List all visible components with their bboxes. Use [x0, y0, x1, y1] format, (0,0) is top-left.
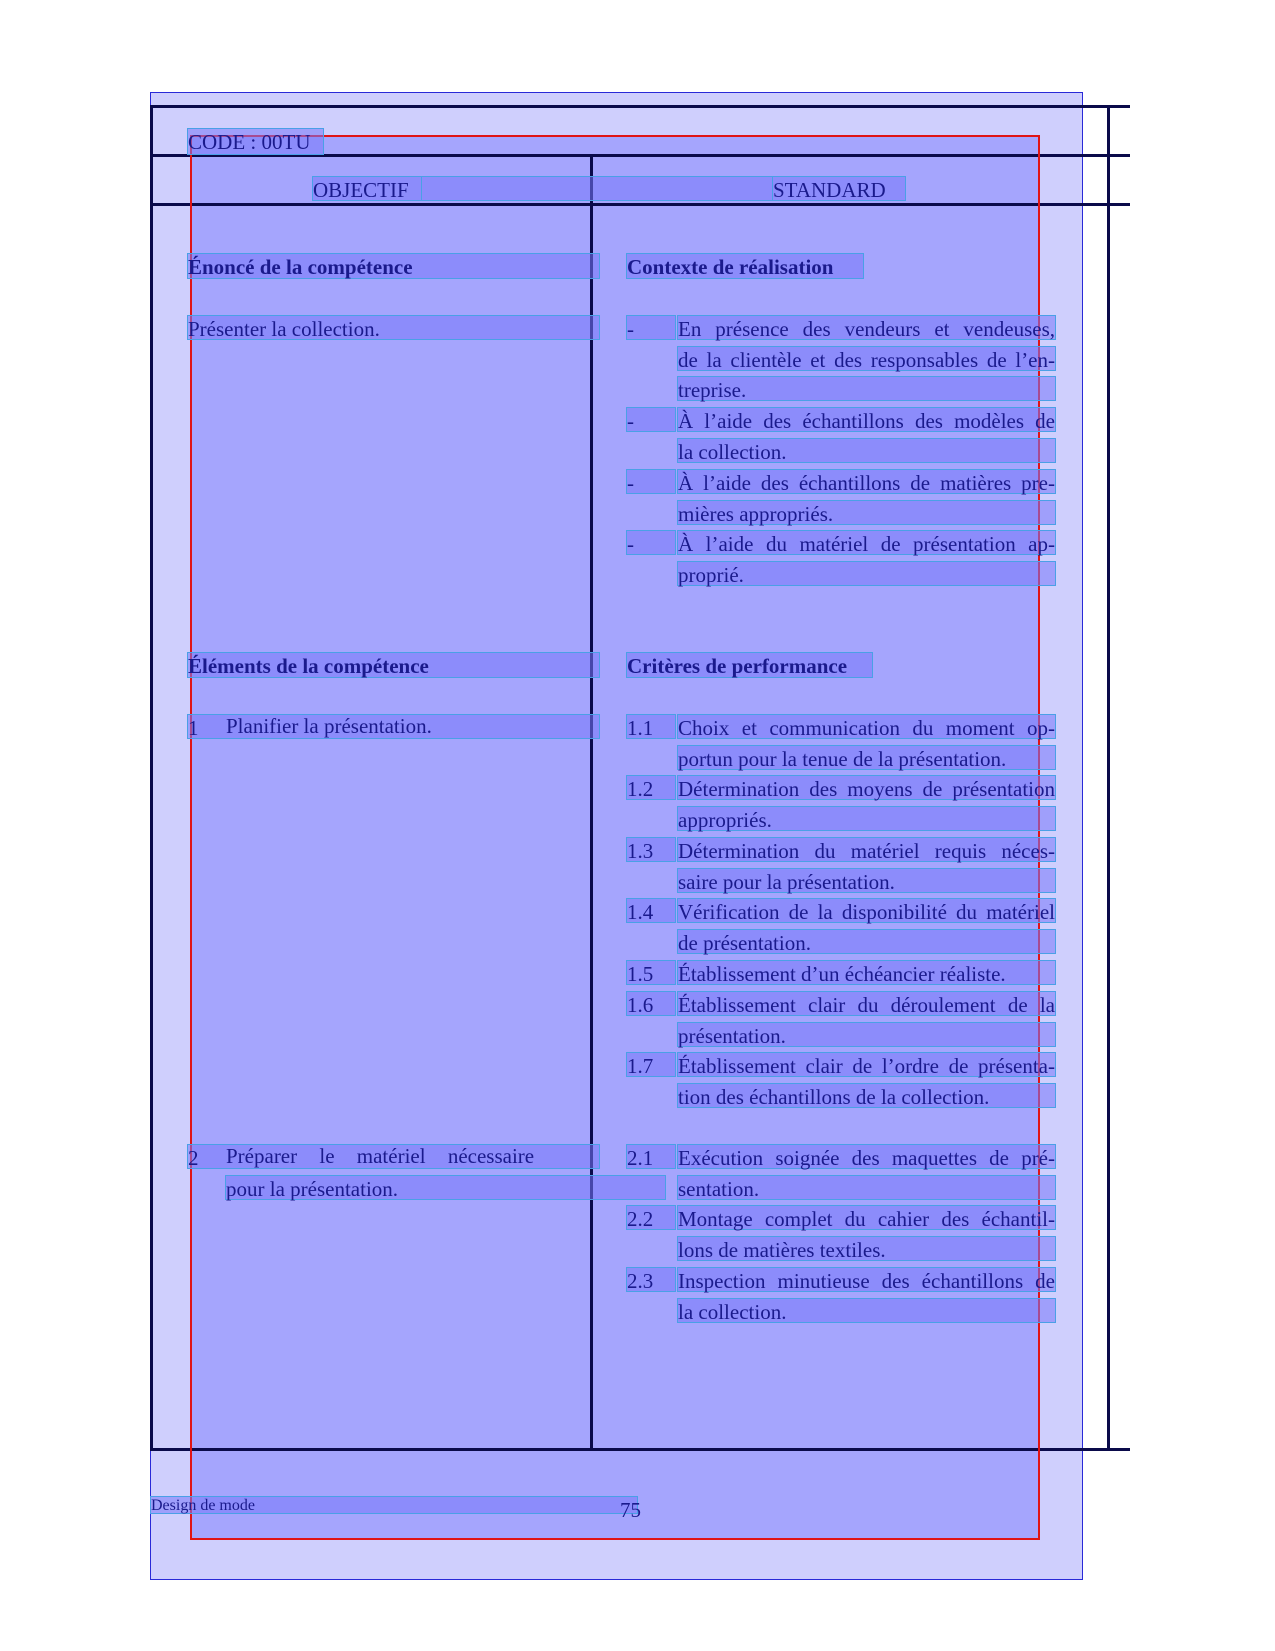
contexte-item-line: À l’aide des échantillons de matières pre-	[678, 471, 1055, 495]
criteres-title: Critères de performance	[626, 652, 873, 678]
footer-left: Design de mode 75	[151, 1497, 641, 1522]
critere-item-marker: 1.1	[626, 714, 676, 739]
critere-item-marker: 1.4	[626, 898, 676, 923]
critere-item-marker: 1.7	[626, 1052, 676, 1077]
element-item: 1 Planifier la présentation.	[187, 714, 600, 739]
critere-item-marker: 1.3	[626, 837, 676, 862]
critere-item-line: Détermination du matériel requis néces-	[678, 839, 1055, 863]
critere-item-line: la collection.	[677, 1298, 1056, 1323]
contexte-item-line: À l’aide des échantillons des modèles de	[678, 409, 1055, 433]
critere-item-line: Montage complet du cahier des échantil-	[678, 1207, 1055, 1231]
enonce-text: Présenter la collection.	[187, 315, 600, 340]
contexte-item-line: À l’aide du matériel de présentation ap-	[678, 532, 1055, 556]
contexte-item-line: proprié.	[677, 561, 1056, 586]
table-top-rule	[150, 105, 1130, 108]
critere-item-line: Vérification de la disponibilité du matériel	[678, 900, 1055, 924]
contexte-item-line: la collection.	[677, 438, 1056, 463]
contexte-title: Contexte de réalisation	[626, 253, 864, 279]
critere-item-line: lons de matières textiles.	[677, 1236, 1056, 1261]
element-item-continuation: pour la présentation.	[225, 1175, 666, 1200]
page-number: 75	[620, 1498, 641, 1522]
critere-item-marker: 1.5	[626, 960, 676, 985]
critere-item-line: présentation.	[677, 1022, 1056, 1047]
critere-item-line: Choix et communication du moment op-	[678, 716, 1055, 740]
table-left-border	[150, 105, 153, 1451]
critere-item-line: sentation.	[677, 1175, 1056, 1200]
element-item: 2 Préparer le matériel nécessaire	[187, 1144, 600, 1169]
contexte-item-line: de la clientèle et des responsables de l’en-	[678, 347, 1055, 372]
critere-item-marker: 2.3	[626, 1267, 676, 1292]
contexte-item-marker: -	[626, 469, 676, 494]
contexte-item-line: mières appropriés.	[677, 500, 1056, 525]
critere-item-line: Établissement clair de l’ordre de présenta-	[678, 1054, 1055, 1078]
critere-item-line: portun pour la tenue de la présentation.	[677, 745, 1056, 770]
critere-item-line: Exécution soignée des maquettes de pré-	[678, 1146, 1055, 1170]
header-band	[422, 176, 772, 201]
critere-item-marker: 2.2	[626, 1205, 676, 1230]
contexte-item-marker: -	[626, 315, 676, 340]
critere-item-line: Détermination des moyens de présentation	[678, 777, 1055, 801]
table-right-border	[1107, 105, 1110, 1451]
column-header-standard: STANDARD	[772, 176, 906, 201]
contexte-item-line: treprise.	[677, 376, 1056, 401]
elements-title: Éléments de la compétence	[187, 652, 600, 678]
code-label: CODE : 00TU	[187, 128, 324, 155]
critere-item-line: tion des échantillons de la collection.	[677, 1083, 1056, 1108]
critere-item-marker: 1.6	[626, 991, 676, 1016]
enonce-title: Énoncé de la compétence	[187, 253, 600, 279]
critere-item-line: Établissement d’un échéancier réaliste.	[677, 960, 1056, 985]
contexte-item-marker: -	[626, 407, 676, 432]
critere-item-line: saire pour la présentation.	[677, 868, 1056, 893]
critere-item-line: Inspection minutieuse des échantillons de	[678, 1269, 1055, 1293]
contexte-item-marker: -	[626, 530, 676, 555]
critere-item-line: Établissement clair du déroulement de la	[678, 993, 1055, 1017]
critere-item-marker: 2.1	[626, 1144, 676, 1169]
critere-item-marker: 1.2	[626, 775, 676, 800]
critere-item-line: appropriés.	[677, 806, 1056, 831]
contexte-item-line: En présence des vendeurs et vendeuses,	[678, 317, 1055, 341]
column-header-objectif: OBJECTIF	[312, 176, 422, 201]
critere-item-line: de présentation.	[677, 929, 1056, 954]
